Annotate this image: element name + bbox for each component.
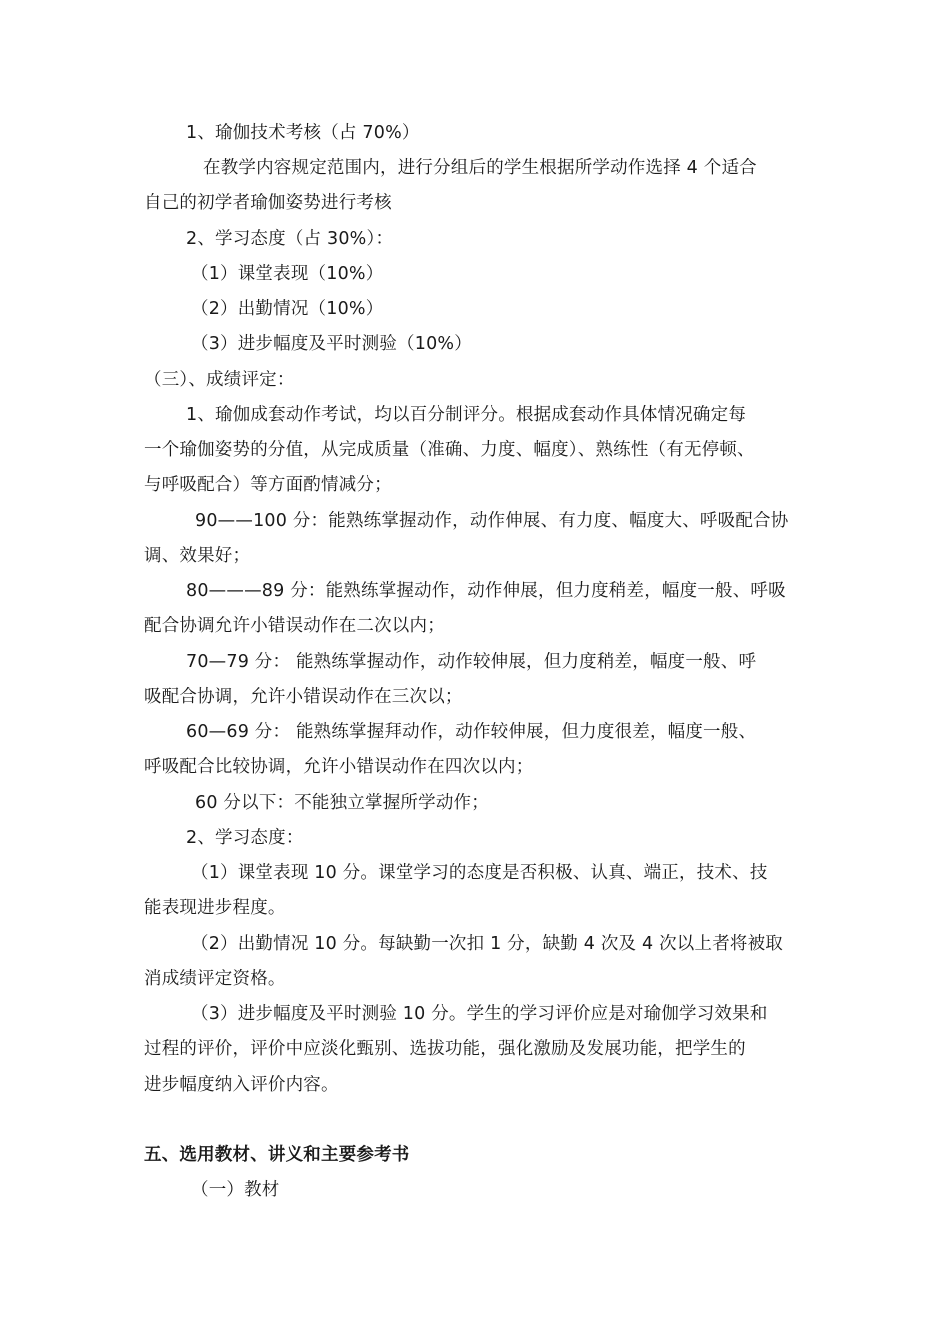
textbook-subheading: （一）教材 [191,1180,280,1200]
grade-band-90-100: 90——100 分：能熟练掌握动作，动作伸展、有力度、幅度大、呼吸配合协 [195,511,789,531]
grade-band-80-89: 80———89 分：能熟练掌握动作，动作伸展，但力度稍差，幅度一般、呼吸 [186,581,786,601]
section-five-heading: 五、选用教材、讲义和主要参考书 [144,1145,410,1165]
list-item: （3）进步幅度及平时测验（10%） [191,334,472,354]
grade-band-below-60: 60 分以下：不能独立掌握所学动作； [195,793,489,813]
list-item: （3）进步幅度及平时测验 10 分。学生的学习评价应是对瑜伽学习效果和 [191,1004,768,1024]
list-item: （1）课堂表现 10 分。课堂学习的态度是否积极、认真、端正，技术、技 [191,863,768,883]
paragraph-line: 消成绩评定资格。 [144,969,286,989]
list-item: （1）课堂表现（10%） [191,264,384,284]
list-item: （2）出勤情况（10%） [191,299,384,319]
paragraph-line: 调、效果好； [144,546,251,566]
yoga-technique-heading: 1、瑜伽技术考核（占 70%） [186,123,420,143]
paragraph-line: 1、瑜伽成套动作考试，均以百分制评分。根据成套动作具体情况确定每 [186,405,747,425]
paragraph-line: 配合协调允许小错误动作在二次以内； [144,616,445,636]
paragraph-line: 自己的初学者瑜伽姿势进行考核 [144,193,392,213]
paragraph-line: 吸配合协调，允许小错误动作在三次以； [144,687,463,707]
paragraph-line: 能表现进步程度。 [144,898,286,918]
grade-band-60-69: 60—69 分： 能熟练掌握拜动作，动作较伸展，但力度很差，幅度一般、 [186,722,757,742]
paragraph-line: 一个瑜伽姿势的分值，从完成质量（准确、力度、幅度）、熟练性（有无停顿、 [144,440,755,460]
learning-attitude-heading: 2、学习态度（占 30%）： [186,229,394,249]
paragraph-line: 与呼吸配合）等方面酌情减分； [144,475,392,495]
paragraph-line: 在教学内容规定范围内，进行分组后的学生根据所学动作选择 4 个适合 [203,158,757,178]
paragraph-line: 呼吸配合比较协调，允许小错误动作在四次以内； [144,757,534,777]
list-item: （2）出勤情况 10 分。每缺勤一次扣 1 分，缺勤 4 次及 4 次以上者将被取 [191,934,784,954]
grade-band-70-79: 70—79 分： 能熟练掌握动作，动作较伸展，但力度稍差，幅度一般、呼 [186,652,757,672]
paragraph-line: 过程的评价，评价中应淡化甄别、选拔功能，强化激励及发展功能，把学生的 [144,1039,746,1059]
learning-attitude-subheading: 2、学习态度： [186,828,304,848]
paragraph-line: 进步幅度纳入评价内容。 [144,1075,339,1095]
grading-section-heading: （三）、成绩评定： [144,370,295,390]
